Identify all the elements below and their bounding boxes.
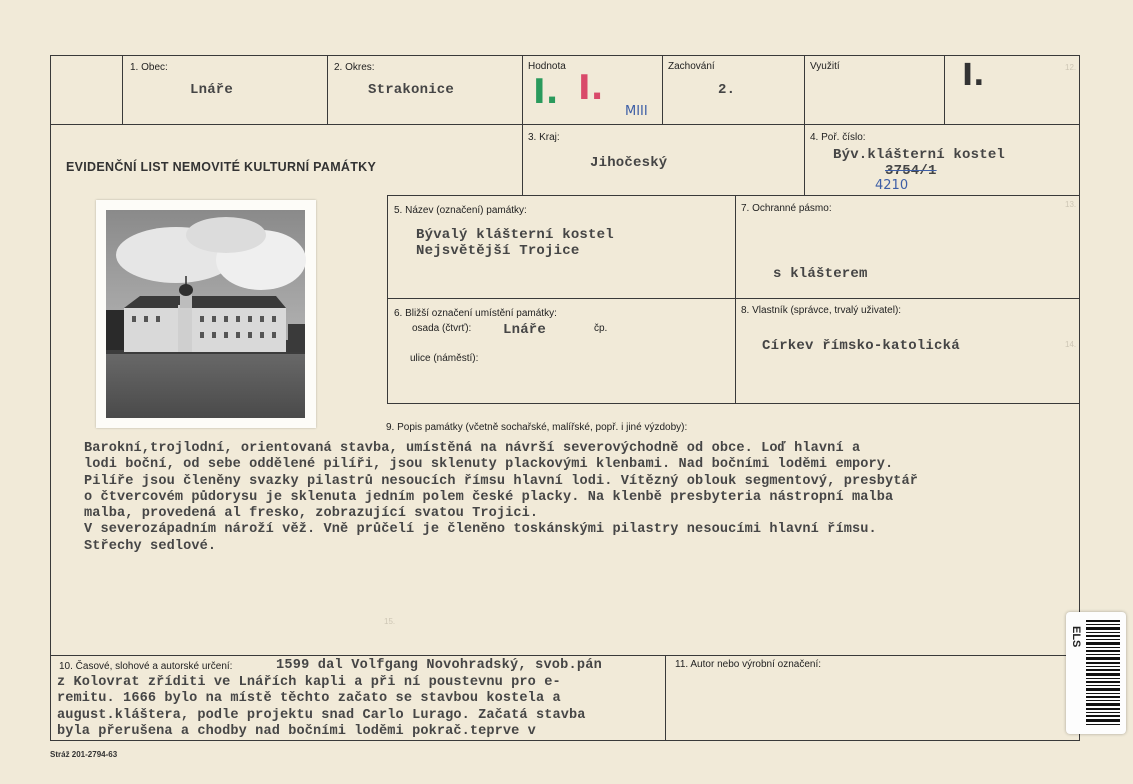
por-cislo-value: Býv.klášterní kostel xyxy=(833,147,1006,163)
obec-value: Lnáře xyxy=(190,82,234,98)
popis-line: Střechy sedlové. xyxy=(84,538,217,554)
autor-label: 11. Autor nebo výrobní označení: xyxy=(675,659,822,670)
por-cislo-handwritten: 4210 xyxy=(875,178,909,193)
ulice-label: ulice (náměstí): xyxy=(410,353,479,364)
obec-label: 1. Obec: xyxy=(130,62,168,73)
casove-line: z Kolovrat zříditi ve Lnářích kapli a při ní poustevnu pro e- xyxy=(57,675,561,690)
ghost-text: 14. xyxy=(1065,340,1077,349)
ghost-text: 15. xyxy=(384,617,396,626)
popis-text xyxy=(84,441,918,555)
popis-label: 9. Popis památky (včetně sochařské, malířské, popř. i jiné výzdoby): xyxy=(386,422,688,433)
zachovani-value: 2. xyxy=(718,82,736,98)
sticker-text: ELS xyxy=(1070,626,1082,648)
barcode-icon xyxy=(1086,620,1120,726)
por-cislo-label: 4. Poř. číslo: xyxy=(810,132,866,143)
casove-first-line: 1599 dal Volfgang Novohradský, svob.pán xyxy=(276,658,602,673)
zachovani-label: Zachování xyxy=(668,61,715,72)
popis-line: malba, provedená al fresko, zobrazující svatou Trojici. xyxy=(84,506,539,522)
nazev-line1: Bývalý klášterní kostel xyxy=(416,227,614,243)
pasmo-label: 7. Ochranné pásmo: xyxy=(741,203,832,214)
vlastnik-value: Církev římsko-katolická xyxy=(762,338,960,354)
popis-line: Barokní,trojlodní, orientovaná stavba, umístěná na návrší severovýchodně od obce. Loď hlavní a xyxy=(84,441,861,456)
hodnota-label: Hodnota xyxy=(528,61,566,72)
vyuziti-label: Využití xyxy=(810,61,840,72)
vlastnik-label: 8. Vlastník (správce, trvalý uživatel): xyxy=(741,305,902,316)
casove-line: remitu. 1666 bylo na místě těchto začato se stavbou kostela a xyxy=(57,691,561,707)
nazev-label: 5. Název (označení) památky: xyxy=(394,205,527,216)
hodnota-note: MIII xyxy=(625,104,648,119)
form-title: EVIDENČNÍ LIST NEMOVITÉ KULTURNÍ PAMÁTKY xyxy=(66,160,377,174)
casove-line: byla přerušena a chodby nad bočními loděmi pokrač.teprve v xyxy=(57,723,536,739)
printer-imprint: Stráž 201-2794-63 xyxy=(50,750,118,759)
osada-value: Lnáře xyxy=(503,322,547,338)
por-cislo-crossed: 3754/1 xyxy=(885,163,937,179)
popis-line: lodi boční, od sebe oddělené pilíři, jsou sklenuty plackovými klenbami. Nad bočními loděmi empory. xyxy=(84,457,894,473)
kraj-label: 3. Kraj: xyxy=(528,132,560,143)
popis-line: Pilíře jsou členěny svazky pilastrů nesoucích římsu hlavní lodi. Vítězný oblouk segmentový, presbytář xyxy=(84,473,919,489)
pasmo-value: s klášterem xyxy=(773,266,868,282)
popis-line: V severozápadním nároží věž. Vně průčelí je členěno toskánskými pilastry nesoucími hlavní římsu. xyxy=(84,522,877,538)
hodnota-green-mark: I. xyxy=(533,72,559,112)
barcode-sticker xyxy=(1066,612,1126,734)
okres-value: Strakonice xyxy=(368,82,455,98)
cp-label: čp. xyxy=(594,323,608,334)
okres-label: 2. Okres: xyxy=(334,62,375,73)
casove-text xyxy=(57,675,585,740)
kraj-value: Jihočeský xyxy=(590,155,668,171)
casove-line: august.kláštera, podle projektu snad Carlo Lurago. Začatá stavba xyxy=(57,707,586,723)
nazev-line2: Nejsvětější Trojice xyxy=(416,243,580,259)
casove-label: 10. Časové, slohové a autorské určení: xyxy=(59,661,233,672)
ghost-text: 13. xyxy=(1065,200,1077,209)
hodnota-red-mark: I. xyxy=(578,68,604,108)
umisteni-label: 6. Bližší označení umístění památky: xyxy=(394,308,557,319)
popis-line: o čtvercovém půdorysu je sklenuta jedním polem české placky. Na klenbě presbyteria nástropní malba xyxy=(84,489,894,505)
building-photo xyxy=(96,200,316,428)
osada-label: osada (čtvrť): xyxy=(412,323,472,334)
corner-mark: I. xyxy=(962,58,985,93)
ghost-text: 12. xyxy=(1065,63,1077,72)
church-photo-icon xyxy=(96,200,316,428)
